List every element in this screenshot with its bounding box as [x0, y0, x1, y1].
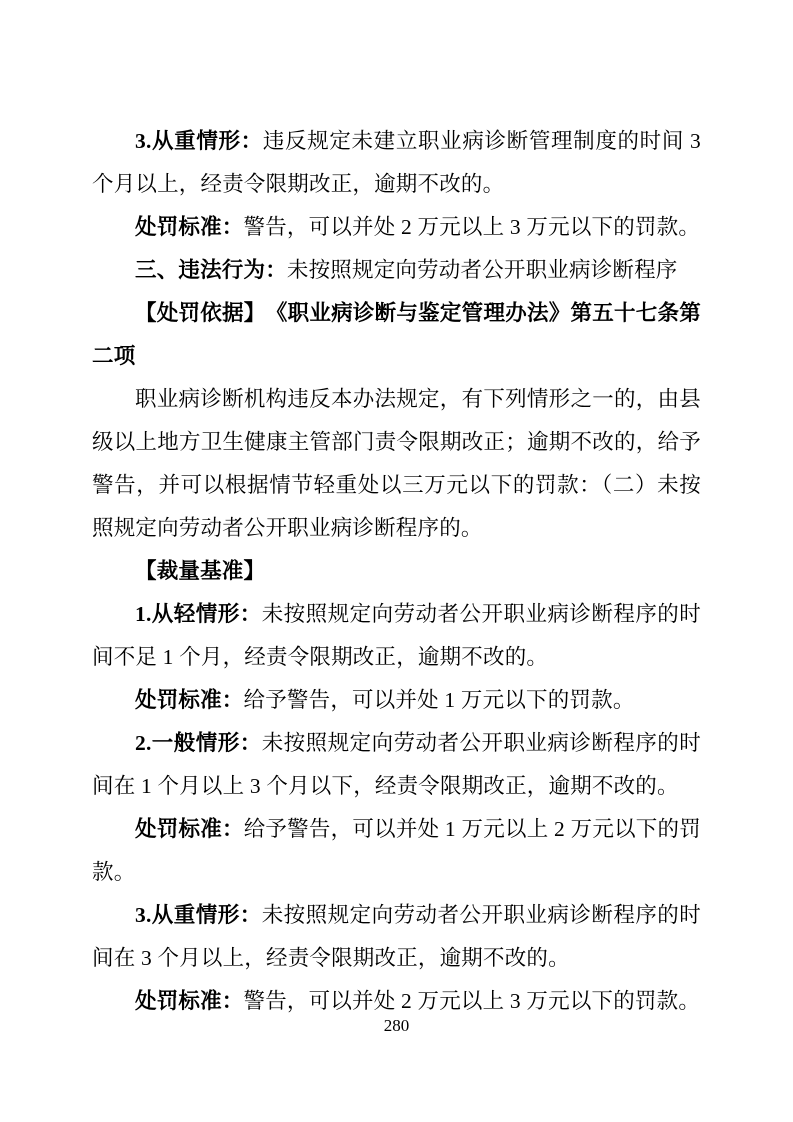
paragraph-bold-lead: 【处罚依据】 《职业病诊断与鉴定管理办法》第五十七条第二项: [92, 301, 701, 368]
paragraph-penalty-standard-3: [92, 808, 701, 894]
paragraph-bold-lead: 处罚标准：: [135, 215, 244, 239]
document-body: [92, 120, 701, 1023]
paragraph-text: 警告，可以并处 2 万元以上 3 万元以下的罚款。: [243, 989, 701, 1013]
paragraph-penalty-standard-2: [92, 679, 701, 722]
paragraph-mitigating: [92, 593, 701, 679]
paragraph-penalty-standard-1: [92, 206, 701, 249]
paragraph-bold-lead: 2.一般情形：: [135, 731, 262, 755]
paragraph-bold-lead: 【裁量基准】: [135, 559, 266, 583]
paragraph-aggravating-2: [92, 894, 701, 980]
paragraph-text: 未按照规定向劳动者公开职业病诊断程序的时间在 3 个月以上，经责令限期改正，逾期不改的。: [92, 903, 701, 970]
paragraph-text: 未按照规定向劳动者公开职业病诊断程序: [286, 258, 678, 282]
paragraph-penalty-basis-heading: [92, 292, 701, 378]
paragraph-text: 给予警告，可以并处 1 万元以上 2 万元以下的罚款。: [92, 817, 701, 884]
paragraph-text: 未按照规定向劳动者公开职业病诊断程序的时间不足 1 个月，经责令限期改正，逾期不改的。: [92, 602, 701, 669]
paragraph-general: [92, 722, 701, 808]
paragraph-violation-heading: [92, 249, 701, 292]
paragraph-bold-lead: 处罚标准：: [135, 688, 244, 712]
paragraph-bold-lead: 三、违法行为：: [135, 258, 287, 282]
paragraph-bold-lead: 3.从重情形：: [135, 129, 263, 153]
paragraph-discretion-standard-heading: [92, 550, 701, 593]
paragraph-text: 给予警告，可以并处 1 万元以下的罚款。: [243, 688, 635, 712]
paragraph-aggravating-1: [92, 120, 701, 206]
paragraph-text: 违反规定未建立职业病诊断管理制度的时间 3 个月以上，经责令限期改正，逾期不改的。: [92, 129, 701, 196]
paragraph-bold-lead: 3.从重情形：: [135, 903, 262, 927]
paragraph-text: 警告，可以并处 2 万元以上 3 万元以下的罚款。: [243, 215, 701, 239]
paragraph-legal-quote: [92, 378, 701, 550]
paragraph-text: 职业病诊断机构违反本办法规定，有下列情形之一的，由县级以上地方卫生健康主管部门责令限期改正；逾期不改的，给予警告，并可以根据情节轻重处以三万元以下的罚款：（二）未按照规定向劳动者公开职业病诊断程序的。: [92, 387, 701, 540]
paragraph-text: 未按照规定向劳动者公开职业病诊断程序的时间在 1 个月以上 3 个月以下，经责令限期改正，逾期不改的。: [92, 731, 701, 798]
page-number: 280: [383, 1016, 410, 1035]
paragraph-bold-lead: 处罚标准：: [135, 989, 244, 1013]
paragraph-bold-lead: 1.从轻情形：: [135, 602, 262, 626]
paragraph-bold-lead: 处罚标准：: [135, 817, 244, 841]
